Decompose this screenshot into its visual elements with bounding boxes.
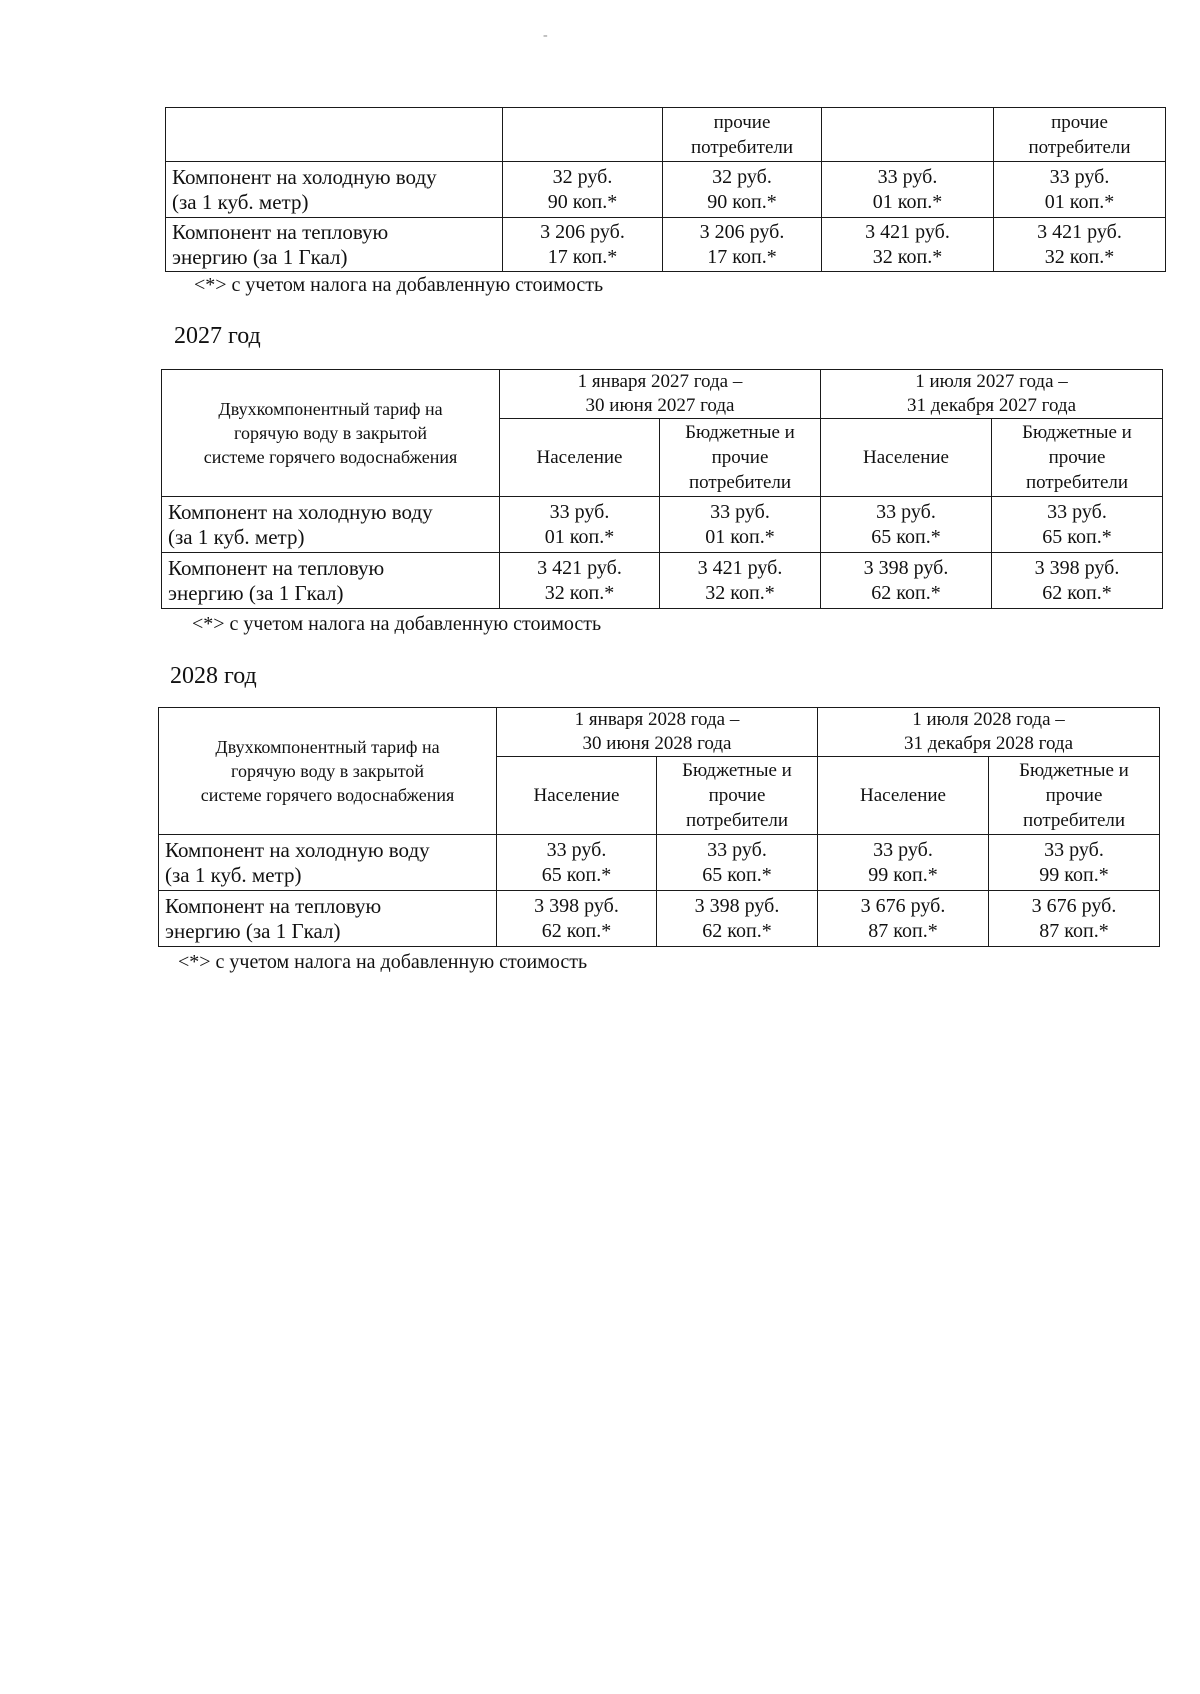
cell-line: Население [533,785,620,806]
cell-line: 32 руб. [552,165,613,188]
period-header [818,708,1160,757]
cell-line: 3 421 руб. [865,220,950,243]
cell-line: 99 коп.* [1039,863,1109,886]
cell-line: потребители [685,810,789,831]
tariff-table-2028 [158,707,1160,947]
cell-line: прочие [1045,785,1103,806]
cell-line: прочие [1051,111,1108,133]
cell-line: прочие [711,447,769,468]
cell-line: 30 июня 2028 года [582,733,732,754]
cell-line: 3 398 руб. [694,894,780,917]
cell-line: 01 коп.* [872,190,943,213]
cell-line: 32 коп.* [705,581,775,604]
cell-line: (за 1 куб. метр) [172,189,309,214]
cell-line: Бюджетные и [682,760,792,781]
cell-line: 3 676 руб. [1031,894,1117,917]
table-header-row [166,108,1166,162]
value-cell [821,553,992,609]
cell-line: 90 коп.* [707,190,777,213]
cell-line: Компонент на холодную воду [165,837,430,862]
cell-line: потребители [1022,810,1126,831]
value-cell [822,162,994,218]
cell-line: 32 коп.* [544,581,615,604]
cell-line: 32 коп.* [872,245,943,268]
cell-line: 33 руб. [1047,500,1107,523]
cell-line: потребители [1028,136,1131,158]
period-header [821,370,1163,419]
cell-line: потребители [688,472,792,493]
cell-line: 1 января 2027 года – [577,371,743,392]
cell-line: 99 коп.* [868,863,938,886]
consumer-group-header [500,419,660,497]
cell-line: 31 декабря 2028 года [904,733,1074,754]
cell-line: горячую воду в закрытой [231,761,424,781]
cell-line: 62 коп.* [541,919,612,942]
vat-footnote: <*> с учетом налога на добавленную стоимость [178,951,588,973]
value-cell [500,497,660,553]
table-row [162,497,1163,553]
cell-line: 33 руб. [1049,165,1110,188]
cell-line: энергию (за 1 Гкал) [165,918,341,943]
row-label [166,162,503,218]
header-cell [663,108,822,162]
cell-line: горячую воду в закрытой [234,423,427,443]
table-row [166,162,1166,218]
cell-line: 3 421 руб. [1037,220,1122,243]
row-label [159,891,497,947]
cell-line: 01 коп.* [544,525,615,548]
cell-line: 17 коп.* [707,245,777,268]
consumer-group-header [497,757,657,835]
consumer-group-header [989,757,1160,835]
cell-line: 32 коп.* [1044,245,1115,268]
row-label [162,553,500,609]
value-cell [822,218,994,272]
cell-line: Компонент на тепловую [172,219,389,244]
tariff-label [162,370,500,497]
cell-line: Население [860,785,946,806]
cell-line: Бюджетные и [1019,760,1129,781]
cell-line: 32 руб. [712,165,772,188]
tariff-table-2027 [161,369,1163,609]
cell-line: прочие [713,111,771,133]
value-cell [503,218,663,272]
value-cell [660,553,821,609]
cell-line: энергию (за 1 Гкал) [172,244,348,269]
section-year-heading: 2028 год [170,663,257,689]
header-cell [166,108,503,162]
cell-line: Компонент на тепловую [165,893,382,918]
period-header [497,708,818,757]
cell-line: 90 коп.* [547,190,618,213]
consumer-group-header [660,419,821,497]
tariff-table-continued [165,107,1166,272]
cell-line: 3 398 руб. [1034,556,1120,579]
cell-line: (за 1 куб. метр) [165,862,302,887]
cell-line: энергию (за 1 Гкал) [168,580,344,605]
cell-line: 33 руб. [549,500,610,523]
cell-line: (за 1 куб. метр) [168,524,305,549]
period-header [500,370,821,419]
cell-line: Двухкомпонентный тариф на [218,399,443,419]
cell-line: Компонент на тепловую [168,555,385,580]
cell-line: 33 руб. [546,838,607,861]
consumer-group-header [818,757,989,835]
consumer-group-header [992,419,1163,497]
value-cell [821,497,992,553]
row-label [166,218,503,272]
vat-footnote: <*> с учетом налога на добавленную стоимость [194,274,604,296]
value-cell [989,891,1160,947]
cell-line: 1 июля 2027 года – [915,371,1068,392]
vat-footnote: <*> с учетом налога на добавленную стоимость [192,613,602,635]
cell-line: 1 января 2028 года – [574,709,740,730]
value-cell [497,835,657,891]
cell-line: 01 коп.* [705,525,775,548]
table-row [159,835,1160,891]
cell-line: Бюджетные и [1022,422,1132,443]
page-mark: - [543,28,548,43]
cell-line: 17 коп.* [547,245,618,268]
cell-line: 65 коп.* [1042,525,1112,548]
cell-line: 87 коп.* [868,919,938,942]
cell-line: Бюджетные и [685,422,795,443]
cell-line: 33 руб. [1044,838,1104,861]
value-cell [989,835,1160,891]
value-cell [992,497,1163,553]
header-cell [994,108,1166,162]
table-header-row [162,370,1163,419]
cell-line: 33 руб. [707,838,767,861]
value-cell [657,891,818,947]
cell-line: Население [863,447,949,468]
section-year-heading: 2027 год [174,323,261,349]
cell-line: 3 676 руб. [860,894,946,917]
value-cell [657,835,818,891]
value-cell [994,218,1166,272]
cell-line: Компонент на холодную воду [172,164,437,189]
cell-line: 65 коп.* [541,863,612,886]
cell-line: потребители [1025,472,1129,493]
cell-line: Двухкомпонентный тариф на [215,737,440,757]
cell-line: 1 июля 2028 года – [912,709,1065,730]
cell-line: 3 206 руб. [699,220,785,243]
cell-line: 3 206 руб. [540,220,625,243]
value-cell [503,162,663,218]
header-cell [503,108,663,162]
value-cell [818,835,989,891]
cell-line: 62 коп.* [871,581,941,604]
cell-line: 87 коп.* [1039,919,1109,942]
cell-line: 33 руб. [877,165,938,188]
cell-line: системе горячего водоснабжения [200,785,455,805]
cell-line: системе горячего водоснабжения [203,447,458,467]
cell-line: Население [536,447,623,468]
cell-line: 3 398 руб. [863,556,949,579]
cell-line: прочие [1048,447,1106,468]
value-cell [994,162,1166,218]
tariff-label [159,708,497,835]
cell-line: 31 декабря 2027 года [907,395,1077,416]
cell-line: 65 коп.* [871,525,941,548]
value-cell [497,891,657,947]
row-label [159,835,497,891]
cell-line: 65 коп.* [702,863,772,886]
cell-line: потребители [690,136,794,158]
consumer-group-header [821,419,992,497]
value-cell [660,497,821,553]
cell-line: 30 июня 2027 года [585,395,735,416]
cell-line: 33 руб. [876,500,936,523]
row-label [162,497,500,553]
cell-line: 3 421 руб. [537,556,622,579]
cell-line: 33 руб. [710,500,770,523]
cell-line: 62 коп.* [702,919,772,942]
value-cell [663,162,822,218]
value-cell [500,553,660,609]
cell-line: 3 398 руб. [534,894,619,917]
cell-line: 33 руб. [873,838,933,861]
cell-line: 01 коп.* [1044,190,1115,213]
value-cell [818,891,989,947]
table-row [162,553,1163,609]
table-header-row [159,708,1160,757]
header-cell [822,108,994,162]
cell-line: 62 коп.* [1042,581,1112,604]
cell-line: 3 421 руб. [697,556,783,579]
value-cell [992,553,1163,609]
value-cell [663,218,822,272]
consumer-group-header [657,757,818,835]
table-row [166,218,1166,272]
cell-line: Компонент на холодную воду [168,499,433,524]
table-row [159,891,1160,947]
cell-line: прочие [708,785,766,806]
